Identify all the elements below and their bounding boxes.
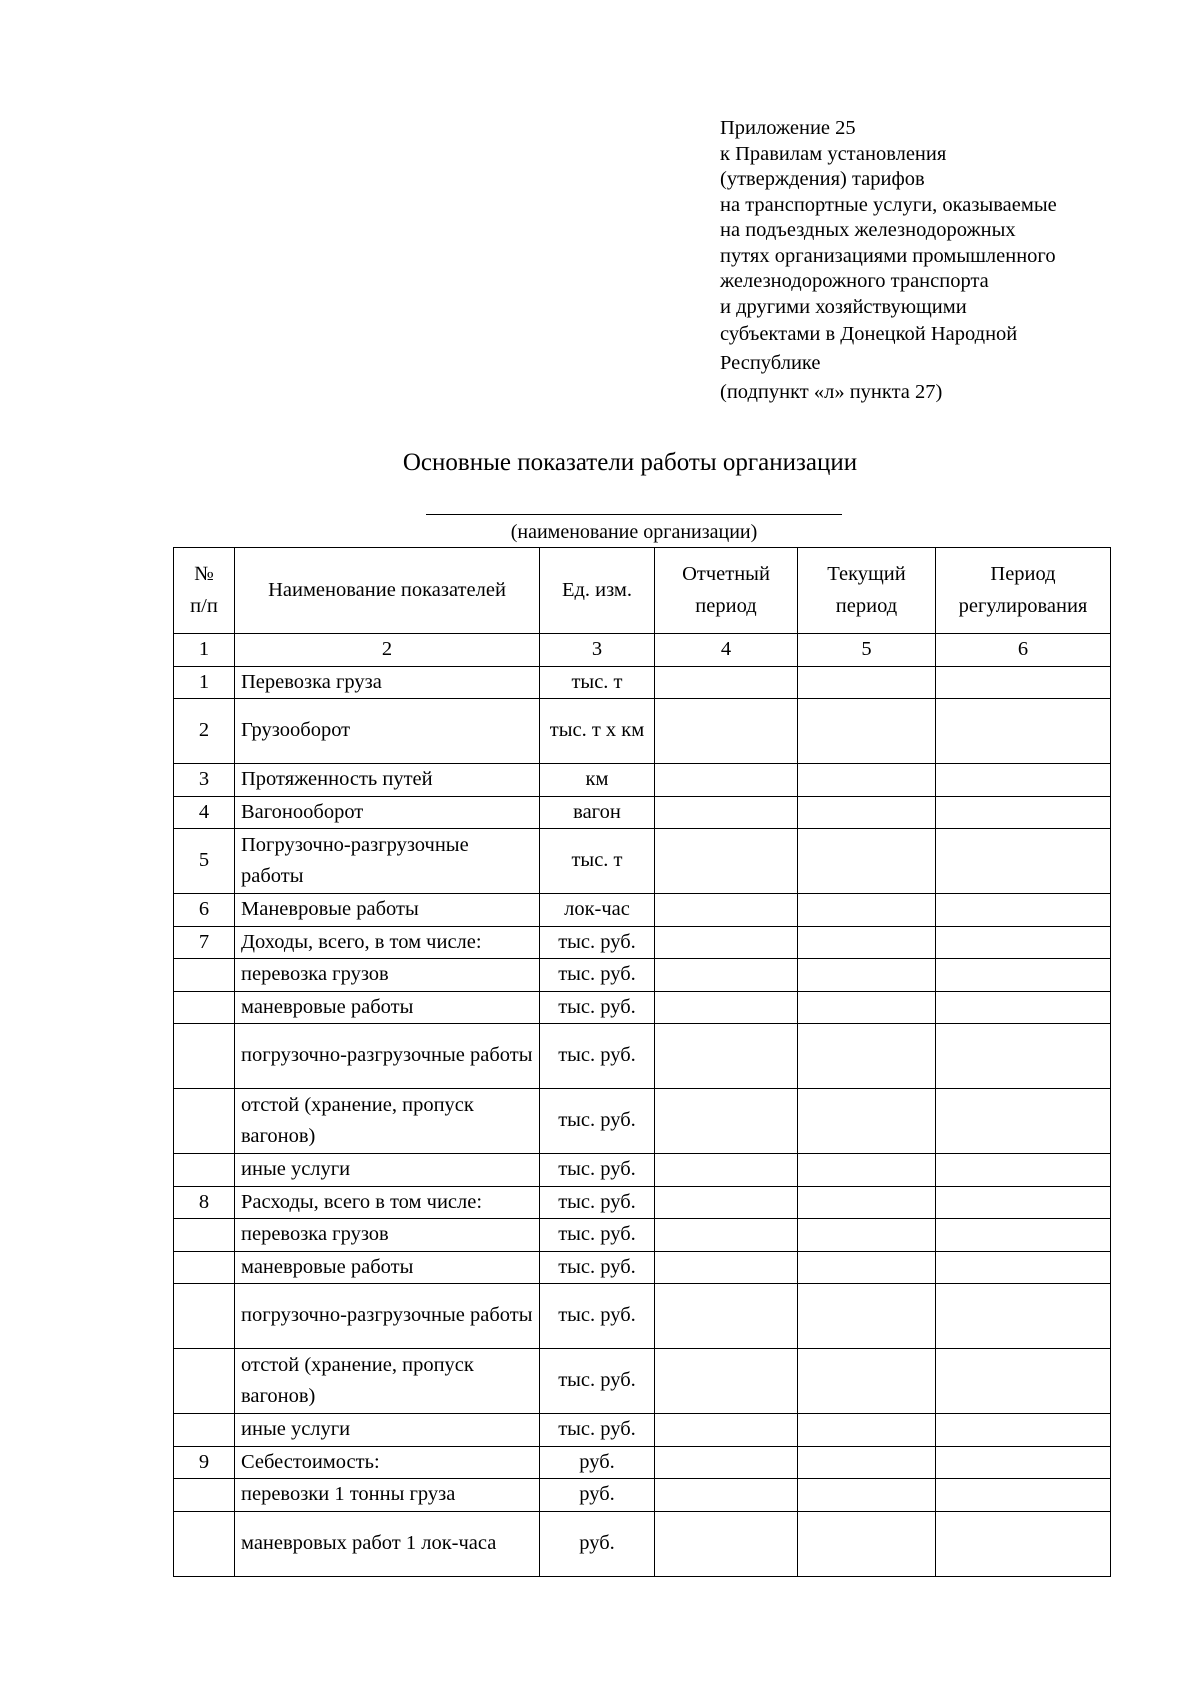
regulation-period-cell <box>936 991 1111 1024</box>
table-row <box>174 1251 1111 1284</box>
indicator-name: Себестоимость: <box>235 1446 540 1479</box>
indicator-name: перевозка грузов <box>235 959 540 992</box>
current-period-cell <box>798 1414 936 1447</box>
current-period-cell <box>798 1511 936 1576</box>
current-period-cell <box>798 829 936 894</box>
header-regulation-line1: Период <box>990 563 1056 585</box>
reported-period-cell <box>655 894 798 927</box>
appendix-line: на транспортные услуги, оказываемые <box>720 193 1057 216</box>
regulation-period-cell <box>936 829 1111 894</box>
reported-period-cell <box>655 1219 798 1252</box>
table-row <box>174 796 1111 829</box>
regulation-period-cell <box>936 1479 1111 1512</box>
table-row <box>174 1024 1111 1089</box>
table-row <box>174 699 1111 764</box>
table-row <box>174 991 1111 1024</box>
table-header-row <box>174 548 1111 634</box>
column-number: 6 <box>936 634 1111 667</box>
indicator-name: Маневровые работы <box>235 894 540 927</box>
column-number: 5 <box>798 634 936 667</box>
reported-period-cell <box>655 666 798 699</box>
row-number: 8 <box>174 1186 235 1219</box>
row-number <box>174 1511 235 1576</box>
current-period-cell <box>798 1219 936 1252</box>
reported-period-cell <box>655 991 798 1024</box>
indicators-table <box>173 547 1111 1577</box>
unit-of-measure: руб. <box>540 1511 655 1576</box>
unit-of-measure: тыс. руб. <box>540 991 655 1024</box>
indicator-name: отстой (хранение, пропуск вагонов) <box>235 1089 540 1154</box>
unit-of-measure: тыс. т <box>540 666 655 699</box>
appendix-header <box>720 116 1160 407</box>
appendix-line: к Правилам установления <box>720 142 947 165</box>
unit-of-measure: тыс. т <box>540 829 655 894</box>
regulation-period-cell <box>936 666 1111 699</box>
unit-of-measure: тыс. руб. <box>540 1089 655 1154</box>
unit-of-measure: тыс. руб. <box>540 1349 655 1414</box>
table-row <box>174 764 1111 797</box>
row-number: 5 <box>174 829 235 894</box>
header-reported-line1: Отчетный <box>682 563 770 585</box>
indicator-name: Вагонооборот <box>235 796 540 829</box>
regulation-period-cell <box>936 959 1111 992</box>
row-number <box>174 1154 235 1187</box>
current-period-cell <box>798 1479 936 1512</box>
regulation-period-cell <box>936 1414 1111 1447</box>
current-period-cell <box>798 1186 936 1219</box>
regulation-period-cell <box>936 1089 1111 1154</box>
current-period-cell <box>798 764 936 797</box>
header-cell-unit: Ед. изм. <box>540 548 655 634</box>
appendix-line: и другими хозяйствующими <box>720 295 967 318</box>
header-cell-current-period <box>798 548 936 634</box>
reported-period-cell <box>655 1414 798 1447</box>
row-number <box>174 1024 235 1089</box>
table-row <box>174 1154 1111 1187</box>
header-cell-reported-period <box>655 548 798 634</box>
regulation-period-cell <box>936 764 1111 797</box>
indicator-name: Грузооборот <box>235 699 540 764</box>
reported-period-cell <box>655 1089 798 1154</box>
reported-period-cell <box>655 1349 798 1414</box>
current-period-cell <box>798 1154 936 1187</box>
header-cell-number <box>174 548 235 634</box>
row-number: 6 <box>174 894 235 927</box>
indicator-name: отстой (хранение, пропуск вагонов) <box>235 1349 540 1414</box>
header-number-line1: № <box>194 563 214 585</box>
header-cell-name: Наименование показателей <box>235 548 540 634</box>
row-number <box>174 1219 235 1252</box>
column-number: 2 <box>235 634 540 667</box>
organization-name-blank <box>426 514 842 515</box>
reported-period-cell <box>655 1154 798 1187</box>
unit-of-measure: тыс. руб. <box>540 1186 655 1219</box>
row-number <box>174 1284 235 1349</box>
row-number <box>174 991 235 1024</box>
reported-period-cell <box>655 959 798 992</box>
reported-period-cell <box>655 1479 798 1512</box>
unit-of-measure: тыс. руб. <box>540 1414 655 1447</box>
regulation-period-cell <box>936 1349 1111 1414</box>
column-number-row <box>174 634 1111 667</box>
appendix-line: (утверждения) тарифов <box>720 168 925 190</box>
indicator-name: иные услуги <box>235 1414 540 1447</box>
unit-of-measure: тыс. руб. <box>540 1251 655 1284</box>
column-number: 1 <box>174 634 235 667</box>
table-row <box>174 894 1111 927</box>
table-row <box>174 1446 1111 1479</box>
unit-of-measure: км <box>540 764 655 797</box>
appendix-line: на подъездных железнодорожных <box>720 219 1016 241</box>
regulation-period-cell <box>936 1511 1111 1576</box>
row-number <box>174 1414 235 1447</box>
appendix-line: (подпункт «л» пункта 27) <box>720 381 943 403</box>
regulation-period-cell <box>936 1186 1111 1219</box>
row-number: 7 <box>174 926 235 959</box>
current-period-cell <box>798 894 936 927</box>
table-row <box>174 1349 1111 1414</box>
row-number: 4 <box>174 796 235 829</box>
reported-period-cell <box>655 1251 798 1284</box>
unit-of-measure: руб. <box>540 1479 655 1512</box>
current-period-cell <box>798 1251 936 1284</box>
table-row <box>174 1219 1111 1252</box>
indicator-name: перевозка грузов <box>235 1219 540 1252</box>
table-row <box>174 1414 1111 1447</box>
reported-period-cell <box>655 699 798 764</box>
row-number <box>174 1349 235 1414</box>
indicator-name: Протяженность путей <box>235 764 540 797</box>
header-reported-line2: период <box>695 594 757 617</box>
indicator-name: Перевозка груза <box>235 666 540 699</box>
current-period-cell <box>798 699 936 764</box>
row-number <box>174 1251 235 1284</box>
header-regulation-line2: регулирования <box>958 594 1088 617</box>
reported-period-cell <box>655 829 798 894</box>
regulation-period-cell <box>936 894 1111 927</box>
unit-of-measure: тыс. руб. <box>540 1219 655 1252</box>
column-number: 3 <box>540 634 655 667</box>
table-row <box>174 829 1111 894</box>
regulation-period-cell <box>936 1251 1111 1284</box>
row-number <box>174 1479 235 1512</box>
regulation-period-cell <box>936 699 1111 764</box>
table-row <box>174 1284 1111 1349</box>
regulation-period-cell <box>936 1024 1111 1089</box>
current-period-cell <box>798 959 936 992</box>
reported-period-cell <box>655 926 798 959</box>
row-number: 9 <box>174 1446 235 1479</box>
regulation-period-cell <box>936 1284 1111 1349</box>
indicator-name: Погрузочно-разгрузочные работы <box>235 829 540 894</box>
unit-of-measure: тыс. руб. <box>540 1154 655 1187</box>
table-row <box>174 1186 1111 1219</box>
reported-period-cell <box>655 1511 798 1576</box>
unit-of-measure: тыс. руб. <box>540 959 655 992</box>
unit-of-measure: тыс. руб. <box>540 1024 655 1089</box>
row-number: 2 <box>174 699 235 764</box>
table-row <box>174 926 1111 959</box>
appendix-line: путях организациями промышленного <box>720 244 1056 267</box>
regulation-period-cell <box>936 796 1111 829</box>
current-period-cell <box>798 1024 936 1089</box>
indicator-name: Доходы, всего, в том числе: <box>235 926 540 959</box>
indicator-name: перевозки 1 тонны груза <box>235 1479 540 1512</box>
indicator-name: маневровых работ 1 лок-часа <box>235 1511 540 1576</box>
current-period-cell <box>798 666 936 699</box>
current-period-cell <box>798 926 936 959</box>
unit-of-measure: тыс. руб. <box>540 1284 655 1349</box>
current-period-cell <box>798 1284 936 1349</box>
header-number-line2: п/п <box>190 594 218 617</box>
regulation-period-cell <box>936 1154 1111 1187</box>
reported-period-cell <box>655 1446 798 1479</box>
reported-period-cell <box>655 1024 798 1089</box>
table-row <box>174 1479 1111 1512</box>
reported-period-cell <box>655 1186 798 1219</box>
current-period-cell <box>798 1349 936 1414</box>
header-cell-regulation-period <box>936 548 1111 634</box>
regulation-period-cell <box>936 1446 1111 1479</box>
unit-of-measure: вагон <box>540 796 655 829</box>
appendix-line: железнодорожного транспорта <box>720 270 989 292</box>
row-number: 3 <box>174 764 235 797</box>
row-number: 1 <box>174 666 235 699</box>
row-number <box>174 1089 235 1154</box>
reported-period-cell <box>655 1284 798 1349</box>
regulation-period-cell <box>936 1219 1111 1252</box>
appendix-line: субъектами в Донецкой Народной <box>720 323 1018 345</box>
header-current-line2: период <box>835 594 898 617</box>
table-row <box>174 959 1111 992</box>
appendix-line: Приложение 25 <box>720 117 856 139</box>
indicator-name: Расходы, всего в том числе: <box>235 1186 540 1219</box>
regulation-period-cell <box>936 926 1111 959</box>
indicator-name: маневровые работы <box>235 1251 540 1284</box>
table-row <box>174 1089 1111 1154</box>
current-period-cell <box>798 1446 936 1479</box>
organization-name-caption: (наименование организации) <box>510 521 758 543</box>
current-period-cell <box>798 796 936 829</box>
unit-of-measure: руб. <box>540 1446 655 1479</box>
indicator-name: маневровые работы <box>235 991 540 1024</box>
unit-of-measure: лок-час <box>540 894 655 927</box>
row-number <box>174 959 235 992</box>
document-title: Основные показатели работы организации <box>402 449 858 476</box>
table-row <box>174 666 1111 699</box>
reported-period-cell <box>655 764 798 797</box>
appendix-line: Республике <box>720 352 821 374</box>
header-current-line1: Текущий <box>827 563 906 585</box>
current-period-cell <box>798 1089 936 1154</box>
indicator-name: иные услуги <box>235 1154 540 1187</box>
table-row <box>174 1511 1111 1576</box>
indicator-name: погрузочно-разгрузочные работы <box>235 1024 540 1089</box>
unit-of-measure: тыс. т х км <box>540 699 655 764</box>
current-period-cell <box>798 991 936 1024</box>
column-number: 4 <box>655 634 798 667</box>
indicator-name: погрузочно-разгрузочные работы <box>235 1284 540 1349</box>
reported-period-cell <box>655 796 798 829</box>
unit-of-measure: тыс. руб. <box>540 926 655 959</box>
